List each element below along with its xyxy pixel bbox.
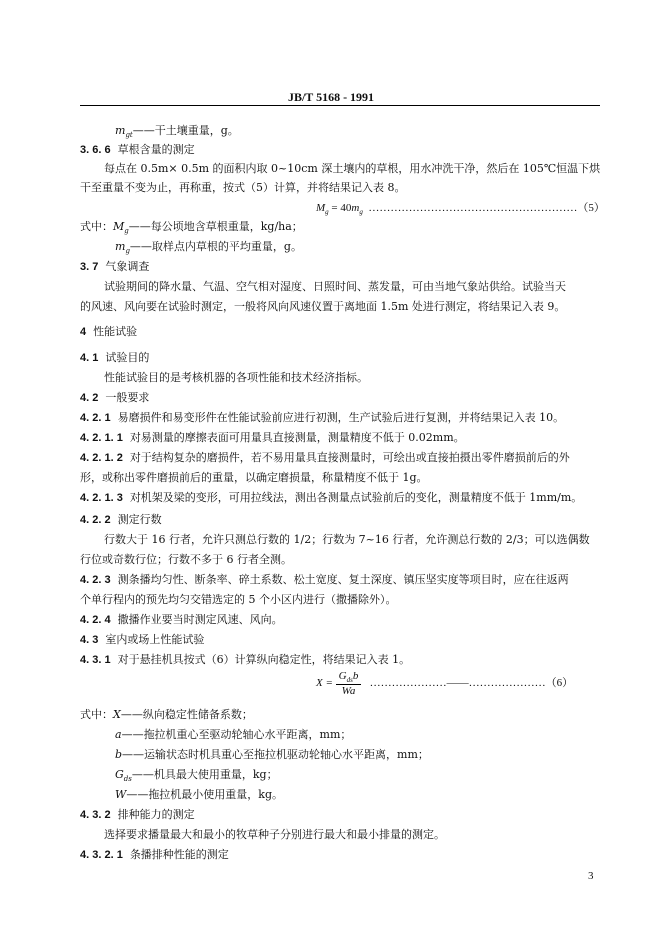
paragraph-line: 每点在 0.5m× 0.5m 的面积内取 0~10cm 深土壤内的草根，用水冲洗干净，然后在 105℃恒温下烘 — [104, 162, 601, 175]
fraction: $\frac{G_{ds}b}{Wa}$ — [336, 670, 362, 697]
paragraph-line: 试验期间的降水量、气温、空气相对湿度、日照时间、蒸发量，可由当地气象站供给。试验当天 — [104, 280, 566, 293]
page-header: JB/T 5168 - 1991 — [287, 90, 375, 104]
section-4-2-1-3: 4. 2. 1. 3 对机架及梁的变形，可用拉线法，测出各测量点试验前后的变化，测量精度不低于 1mm/m。 — [80, 491, 583, 504]
symbol-def-mgt: $m_{gt}——$干土壤重量，g。 — [115, 124, 239, 140]
section-4-2-2: 4. 2. 2 测定行数 — [80, 514, 162, 526]
equation-6: X = $\frac{G_{ds}b}{Wa}$ …………………——…………………（6） — [316, 670, 574, 698]
section-4-3-1: 4. 3. 1 对于悬挂机具按式（6）计算纵向稳定性，将结果记入表 1。 — [80, 653, 411, 666]
paragraph-line: 个单行程内的预先均匀交错选定的 5 个小区内进行（撒播除外）。 — [80, 593, 397, 606]
paragraph-line: 形，或称出零件磨损前后的重量，以确定磨损量，称量精度不低于 1g。 — [80, 471, 428, 484]
where-line: $m_g——$取样点内草根的平均重量，g。 — [115, 240, 302, 256]
section-4: 4 性能试验 — [80, 326, 138, 338]
where-line: 式中：$M_g——$每公顷地含草根重量，kg/ha； — [80, 220, 303, 236]
paragraph-line: 行数大于 16 行者，允许只测总行数的 1/2；行数为 7~16 行者，允许测总行数的 2/3；可以选偶数 — [104, 533, 590, 546]
section-3-6-6: 3. 6. 6 草根含量的测定 — [80, 144, 195, 156]
section-4-2-1: 4. 2. 1 易磨损件和易变形件在性能试验前应进行初测，生产试验后进行复测，并将结果记入表 10。 — [80, 411, 565, 424]
section-4-3-2-1: 4. 3. 2. 1 条播排种性能的测定 — [80, 849, 229, 861]
where-line: a——拖拉机重心至驱动轮轴心水平距离，mm； — [115, 728, 352, 741]
where-line: 式中：X——纵向稳定性储备系数； — [80, 708, 253, 721]
paragraph-line: 性能试验目的是考核机器的各项性能和技术经济指标。 — [104, 371, 368, 384]
where-line: $G_{ds}——$机具最大使用重量，kg； — [115, 768, 278, 784]
paragraph-line: 选择要求播量最大和最小的牧草种子分别进行最大和最小排量的测定。 — [104, 828, 445, 841]
paragraph-line: 行位或奇数行位；行数不多于 6 行者全测。 — [80, 553, 292, 566]
section-4-2-3: 4. 2. 3 测条播均匀性、断条率、碎土系数、松土宽度、复土深度、镇压坚实度等项目时，应在往返两 — [80, 573, 569, 586]
paragraph-line: 的风速、风向要在试验时测定，一般将风向风速仪置于离地面 1.5m 处进行测定，将结果记入表 9。 — [80, 300, 566, 313]
section-4-2-4: 4. 2. 4 撒播作业要当时测定风速、风向。 — [80, 613, 283, 626]
page-number: 3 — [588, 870, 594, 882]
section-4-1: 4. 1 试验目的 — [80, 352, 150, 364]
paragraph-line: 干至重量不变为止，再称重，按式（5）计算，并将结果记入表 8。 — [80, 181, 406, 194]
where-line: W——拖拉机最小使用重量，kg。 — [115, 788, 284, 801]
header-rule — [80, 105, 600, 106]
equation-5: $M_g = 40m_g$ …………………………………………………（5） — [316, 202, 605, 217]
section-4-3-2: 4. 3. 2 排种能力的测定 — [80, 809, 195, 821]
section-4-2-1-1: 4. 2. 1. 1 对易测量的摩擦表面可用量具直接测量，测量精度不低于 0.02mm。 — [80, 431, 465, 444]
section-4-2: 4. 2 一般要求 — [80, 392, 150, 404]
where-line: b——运输状态时机具重心至拖拉机驱动轮轴心水平距离，mm； — [115, 748, 429, 761]
section-4-3: 4. 3 室内或场上性能试验 — [80, 634, 205, 646]
section-3-7: 3. 7 气象调查 — [80, 261, 150, 273]
section-4-2-1-2: 4. 2. 1. 2 对于结构复杂的磨损件，若不易用量具直接测量时，可绘出或直接拍摄出零件磨损前后的外 — [80, 451, 570, 464]
